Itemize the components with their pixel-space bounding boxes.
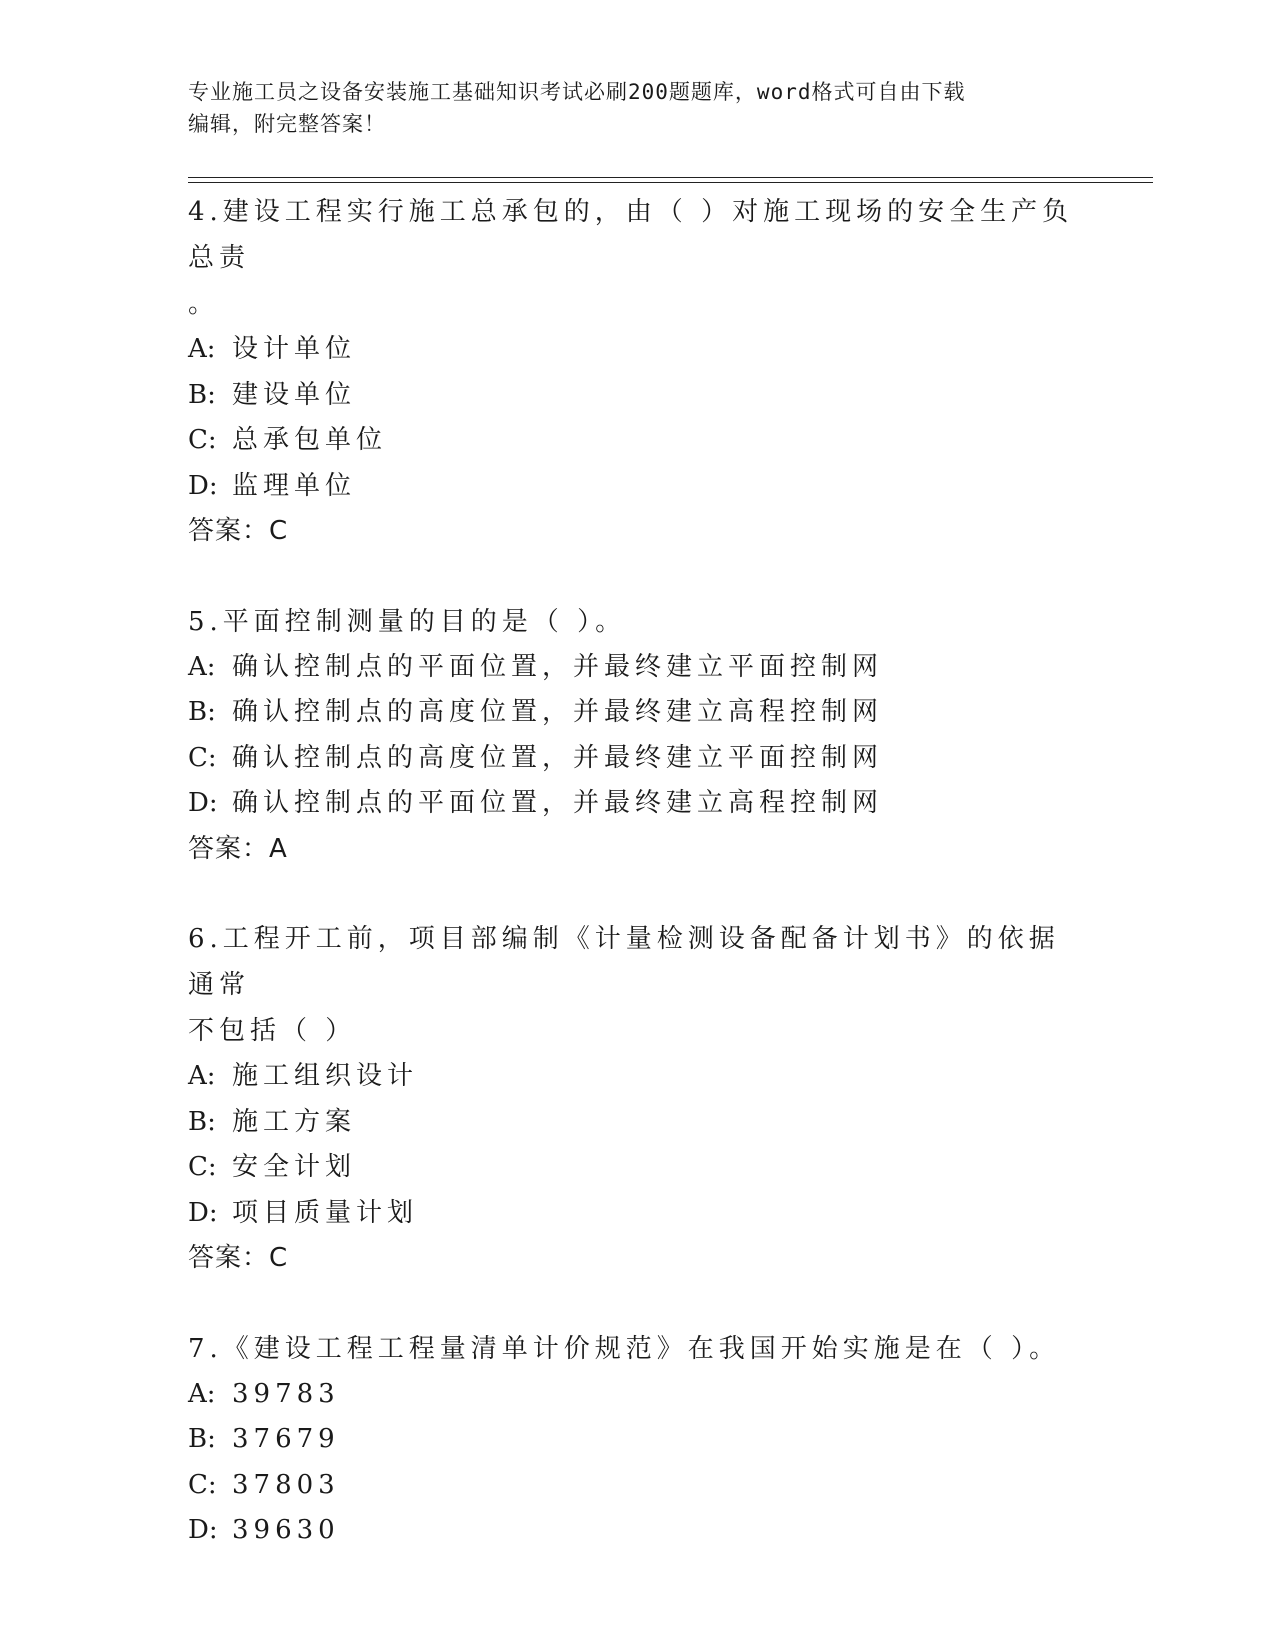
question-list <box>188 189 1088 1554</box>
option-letter: B: <box>188 1424 216 1454</box>
header-divider-bottom <box>188 182 1153 183</box>
option-d <box>188 781 1088 827</box>
question-stem: 7.《建设工程工程量清单计价规范》在我国开始实施是在（ ）。 <box>188 1333 1061 1364</box>
option-a <box>188 327 1088 373</box>
option-text: 37803 <box>232 1469 340 1500</box>
option-letter: B: <box>188 697 216 727</box>
header-line-2: 编辑，附完整答案！ <box>188 112 386 136</box>
option-text: 安全计划 <box>232 1152 357 1182</box>
question-4 <box>188 189 1088 555</box>
option-d <box>188 1191 1088 1237</box>
option-d <box>188 464 1088 510</box>
answer-line: 答案：C <box>188 1243 289 1273</box>
option-letter: C: <box>188 742 217 773</box>
option-c <box>188 736 1088 782</box>
option-text: 建设单位 <box>232 379 357 410</box>
option-c <box>188 1145 1088 1191</box>
option-text: 确认控制点的高度位置，并最终建立高程控制网 <box>232 697 884 727</box>
option-text: 施工方案 <box>232 1106 357 1137</box>
question-spacer <box>188 1282 1088 1326</box>
option-letter: D: <box>188 1515 218 1545</box>
option-letter: A: <box>188 1378 216 1409</box>
option-a <box>188 1054 1088 1100</box>
option-letter: A: <box>188 334 216 364</box>
question-spacer <box>188 555 1088 599</box>
question-stem-continued: 。 <box>188 289 220 319</box>
option-a <box>188 645 1088 691</box>
option-text: 确认控制点的高度位置，并最终建立平面控制网 <box>232 742 884 773</box>
header-line-1: 专业施工员之设备安装施工基础知识考试必刷200题题库，word格式可自由下载 <box>188 80 966 104</box>
option-b <box>188 373 1088 419</box>
option-text: 确认控制点的平面位置，并最终建立平面控制网 <box>232 651 884 682</box>
option-text: 确认控制点的平面位置，并最终建立高程控制网 <box>232 788 884 818</box>
option-text: 监理单位 <box>232 470 357 501</box>
question-5 <box>188 599 1088 873</box>
option-letter: C: <box>188 1152 217 1182</box>
option-letter: B: <box>188 1106 216 1137</box>
option-letter: C: <box>188 425 217 455</box>
answer-line: 答案：A <box>188 833 288 864</box>
option-letter: D: <box>188 788 218 818</box>
option-b <box>188 1417 1088 1463</box>
option-letter: D: <box>188 470 218 501</box>
question-spacer <box>188 872 1088 916</box>
option-text: 39630 <box>232 1515 340 1545</box>
option-letter: C: <box>188 1469 217 1500</box>
option-text: 39783 <box>232 1378 340 1409</box>
option-c <box>188 418 1088 464</box>
option-text: 项目质量计划 <box>232 1197 419 1228</box>
option-letter: B: <box>188 379 216 410</box>
header-divider-top <box>188 177 1153 178</box>
option-b <box>188 690 1088 736</box>
option-c <box>188 1463 1088 1509</box>
option-text: 设计单位 <box>232 334 357 364</box>
option-b <box>188 1100 1088 1146</box>
question-6 <box>188 916 1088 1282</box>
option-text: 总承包单位 <box>232 425 388 455</box>
answer-line: 答案：C <box>188 516 289 546</box>
option-a <box>188 1372 1088 1418</box>
option-d <box>188 1508 1088 1554</box>
question-stem: 4.建设工程实行施工总承包的，由（ ）对施工现场的安全生产负总责 <box>188 197 1074 273</box>
question-stem: 6.工程开工前，项目部编制《计量检测设备配备计划书》的依据通常 <box>188 924 1060 1000</box>
question-stem: 5.平面控制测量的目的是（ ）。 <box>188 606 627 637</box>
option-letter: A: <box>188 651 216 682</box>
option-letter: D: <box>188 1197 218 1228</box>
option-letter: A: <box>188 1061 216 1091</box>
option-text: 施工组织设计 <box>232 1061 419 1091</box>
document-header <box>188 76 1068 140</box>
option-text: 37679 <box>232 1424 340 1454</box>
question-stem-continued: 不包括（ ） <box>188 1016 357 1046</box>
question-7 <box>188 1326 1088 1554</box>
